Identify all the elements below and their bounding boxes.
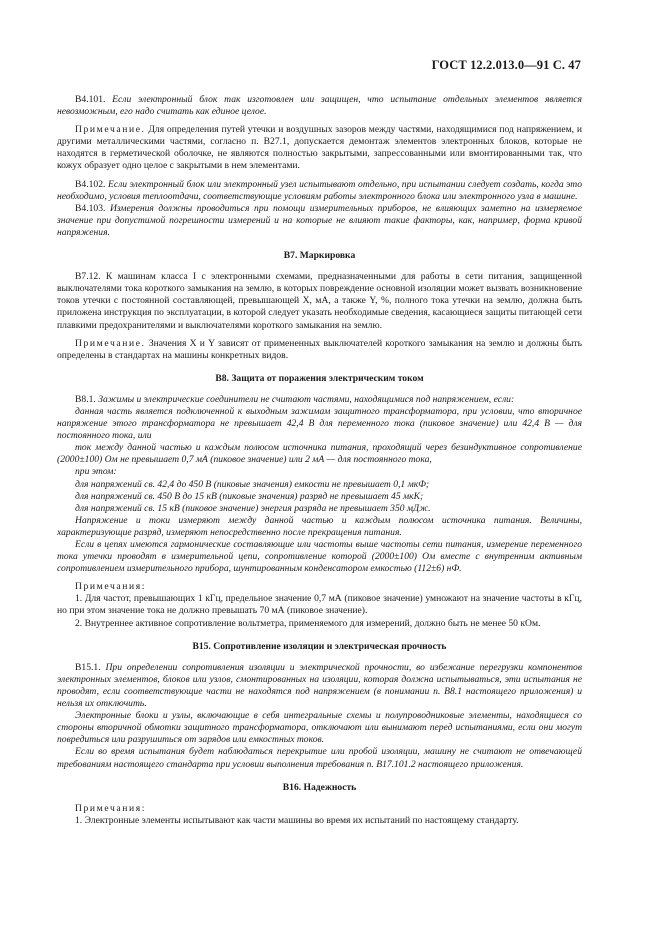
clause-number: В8.1.	[75, 393, 96, 405]
measurement-paragraph: Напряжение и токи измеряют между данной частью и каждым полюсом источника питания. Величины, характеризующие разряд, измеряют непосредственно после прекращения питания.	[57, 514, 582, 538]
note-4-item-1: 1. Электронные элементы испытывают как части машины во время их испытаний по настоящему стандарту.	[75, 814, 519, 826]
b15-paragraph-3: Если во время испытания будет наблюдаться перекрытие или пробой изоляции, машину не считают не отвечающей требованиям настоящего стандарта при условии выполнения требования п. В17.101.2 настоящего приложения.	[57, 746, 582, 770]
clause-b4-103	[57, 203, 582, 239]
clause-number: В4.102.	[75, 178, 106, 190]
note-label: Примечание.	[75, 337, 146, 349]
section-heading-b15: В15. Сопротивление изоляции и электрическая прочность	[192, 640, 447, 652]
section-heading-b7: В7. Маркировка	[283, 250, 356, 262]
clause-text: Зажимы и электрические соединители не считают частями, находящимися под напряжением, если:	[98, 393, 515, 405]
clause-b7-12: В7.12. К машинам класса I с электронными схемами, предназначенными для работы в сети питания, защищенной выключателями тока короткого замыкания на землю, в которых повреждение основной изоляции может вызвать возникновение токов утечки с постоянной составляющей, превышающей X, мА, а также Y, %, полного тока утечки на землю, должна быть приложена инструкция по эксплуатации, в которой следует указать необходимые сведения, касающиеся защиты питающей сети плавкими предохранителями и выключателями короткого замыкания на землю.	[57, 271, 582, 331]
notes-3-label: Примечания:	[75, 581, 146, 593]
b15-paragraph-2: Электронные блоки и узлы, включающие в себя интегральные схемы и полупроводниковые элементы, находящиеся со стороны вторичной обмотки защитного трансформатора, отключают или вынимают перед испытаниями, если они могут повредиться или разрушиться от зарядов или емкостных токов.	[57, 710, 582, 746]
clause-b4-101	[57, 94, 582, 118]
note-text: Значения X и Y зависят от примененных выключателей короткого замыкания на землю и должны быть определены в стандартах на машины конкретных видов.	[57, 337, 582, 361]
note-2	[57, 338, 582, 362]
page-header: ГОСТ 12.2.013.0—91 С. 47	[431, 58, 581, 72]
note-1	[57, 124, 582, 172]
note-3-item-2: 2. Внутреннее активное сопротивление вольтметра, применяемого для измерений, должно быть не менее 50 кОм.	[75, 617, 541, 629]
clause-b15-1	[57, 662, 582, 710]
notes-4-label: Примечания:	[75, 802, 146, 814]
clause-b4-102	[57, 179, 582, 203]
clause-text: При определении сопротивления изоляции и электрической прочности, во избежание перегрузки компонентов электронных элементов, блоков или узлов, смонтированных на изоляции, которая должна испытываться, эти испытания не проводят, если соответствующие части не находятся под напряжением (в понимании п. В8.1 настоящего приложения) и нельзя их отключить.	[57, 661, 582, 710]
clause-number: В4.103.	[75, 202, 106, 214]
note-3-item-1: 1. Для частот, превышающих 1 кГц, предельное значение 0,7 мА (пиковое значение) умножают на значение частоты в кГц, но при этом значение тока не должно превышать 70 мА (пиковое значение).	[57, 593, 582, 617]
harmonics-paragraph: Если в цепях имеются гармонические составляющие или частоты выше частоты сети питания, измерение переменного тока утечки проводят в измерительной цепи, сопротивление которой (2000±100) Ом вместе с внутренним активным сопротивлением измерительного прибора, шунтированным конденсатором емкостью (112±6) нФ.	[57, 539, 582, 575]
voltage-limit-3: для напряжений св. 15 кВ (пиковое значение) энергия разряда не превышает 350 мДж.	[75, 502, 431, 514]
note-label: Примечание.	[75, 124, 146, 136]
clause-number: В4.101.	[75, 94, 106, 105]
note-text: Для определения путей утечки и воздушных зазоров между частями, находящимися под напряжением, и другими металлическими частями, согласно п. В27.1, допускается демонтаж элементов электронных блоков, которые не находятся в герметической оболочке, не являются полностью закрытыми, запрессованными или вмонтированными так, что кожух образует одно целое с закрытыми в нем элементами.	[57, 124, 582, 172]
clause-text: Если электронный блок так изготовлен или защищен, что испытание отдельных элементов является невозможным, его надо считать как единое целое.	[57, 94, 582, 118]
page-content	[57, 94, 582, 827]
condition-2: ток между данной частью и каждым полюсом источника питания, проходящий через безиндуктивное сопротивление (2000±100) Ом не превышает 0,7 мА (пиковое значение) или 2 мА — для постоянного тока,	[57, 442, 582, 466]
clause-text: Измерения должны проводиться при помощи измерительных приборов, не влияющих заметно на измеряемое значение при допустимой погрешности измерений и на которые не влияют такие факторы, как, например, форма кривой напряжения.	[57, 202, 582, 238]
voltage-limit-2: для напряжений св. 450 В до 15 кВ (пиковые значения) разряд не превышает 45 мкК;	[75, 490, 424, 502]
clause-text: Если электронный блок или электронный узел испытывают отдельно, при испытании следует создать, когда это необходимо, условия теплоотдачи, соответствующие условиям работы электронного блока или электронного узла в машине.	[57, 178, 582, 202]
section-heading-b16: В16. Надежность	[282, 781, 357, 793]
voltage-limit-1: для напряжений св. 42,4 до 450 В (пиковые значения) емкости не превышает 0,1 мкФ;	[75, 478, 430, 490]
condition-where: при этом:	[75, 466, 117, 478]
section-heading-b8: В8. Защита от поражения электрическим током	[215, 372, 424, 384]
clause-number: В15.1.	[75, 661, 101, 673]
clause-b8-1	[57, 394, 582, 406]
condition-1: данная часть является подключенной к выходным зажимам защитного трансформатора, при условии, что вторичное напряжение этого трансформатора не превышает 42,4 В для переменного тока (пиковое значение) или 42,4 В — для постоянного тока, или	[57, 405, 582, 442]
